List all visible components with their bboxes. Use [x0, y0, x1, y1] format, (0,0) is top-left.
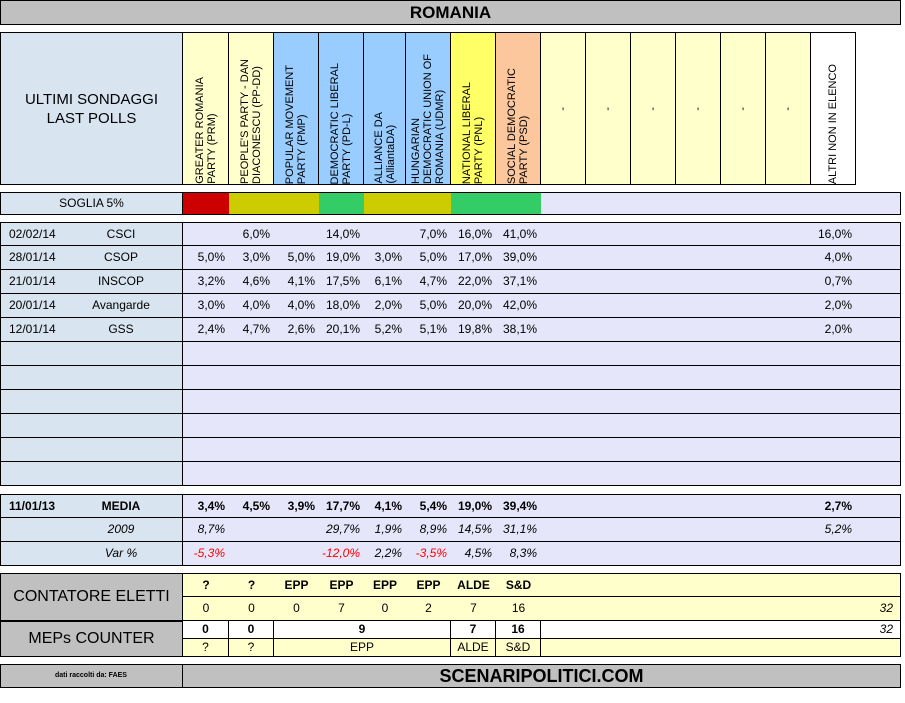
- party-header: [811, 32, 856, 185]
- value-cell: 2,6%: [287, 322, 315, 336]
- value-cell: 5,0%: [419, 250, 447, 264]
- seat-cell: 7: [338, 601, 345, 615]
- value-cell: 39,0%: [502, 250, 537, 264]
- value-cell: 39,4%: [502, 499, 537, 513]
- threshold-cell: [183, 192, 229, 215]
- seat-cell: 0: [293, 601, 300, 615]
- threshold-cell: [496, 192, 541, 215]
- value-cell: 5,0%: [287, 250, 315, 264]
- value-cell: 2,2%: [374, 546, 402, 560]
- party-name: DEMOCRATIC LIBERAL PARTY (PD-L): [329, 62, 353, 184]
- table-row: [183, 414, 901, 438]
- summary-row-label: [0, 542, 183, 566]
- value-cell: 2,0%: [374, 298, 402, 312]
- table-row: [183, 462, 901, 486]
- value-cell: 5,2%: [374, 322, 402, 336]
- poll-institute: Avangarde: [92, 298, 150, 312]
- table-row-label: [0, 246, 183, 270]
- site-banner: SCENARIPOLITICI.COM: [183, 664, 901, 688]
- value-cell: 5,1%: [419, 322, 447, 336]
- meps-seats-row: [183, 621, 901, 639]
- table-row: [183, 366, 901, 390]
- value-cell: 4,5%: [242, 499, 270, 513]
- value-cell: 20,1%: [325, 322, 360, 336]
- table-row-label: [0, 390, 183, 414]
- value-cell: 19,0%: [325, 250, 360, 264]
- table-row: [183, 390, 901, 414]
- summary-row-label: [0, 494, 183, 518]
- value-cell: 4,1%: [287, 274, 315, 288]
- value-cell: 2,4%: [197, 322, 225, 336]
- meps-block-group: ?: [183, 639, 229, 656]
- meps-total: 32: [879, 622, 893, 636]
- summary-row: [183, 518, 901, 542]
- summary-row: [183, 494, 901, 518]
- party-header: [541, 32, 586, 185]
- party-name: ALTRI NON IN ELENCO: [827, 63, 839, 184]
- party-name: PEOPLE'S PARTY - DAN DIACONESCU (PP-DD): [239, 59, 263, 184]
- summary-label: Var %: [104, 546, 138, 560]
- poll-date: 02/02/14: [9, 227, 56, 241]
- value-cell: 20,0%: [457, 298, 492, 312]
- poll-date: 21/01/14: [9, 274, 56, 288]
- media-date: 11/01/13: [9, 499, 56, 513]
- party-header: [274, 32, 319, 185]
- value-cell: 4,0%: [824, 250, 852, 264]
- value-cell: 8,3%: [509, 546, 537, 560]
- data-source-note: dati raccolti da: FAES: [0, 664, 183, 688]
- poll-institute: CSCI: [106, 227, 136, 241]
- party-name: -: [602, 106, 614, 111]
- value-cell: 2,0%: [824, 298, 852, 312]
- table-row-label: [0, 294, 183, 318]
- group-cell: ALDE: [457, 578, 490, 592]
- poll-institute: GSS: [108, 322, 134, 336]
- elected-groups-row: [183, 573, 901, 597]
- table-row: [183, 318, 901, 342]
- party-header: [451, 32, 496, 185]
- party-header: [496, 32, 541, 185]
- table-row-label: [0, 438, 183, 462]
- table-row-label: [0, 366, 183, 390]
- value-cell: 17,5%: [325, 274, 360, 288]
- value-cell: 8,9%: [419, 522, 447, 536]
- value-cell: 1,9%: [374, 522, 402, 536]
- value-cell: 4,1%: [374, 499, 402, 513]
- value-cell: 37,1%: [502, 274, 537, 288]
- table-row-label: [0, 318, 183, 342]
- value-cell: 0,7%: [824, 274, 852, 288]
- header-label: [0, 32, 183, 185]
- value-cell: 14,5%: [457, 522, 492, 536]
- value-cell: 7,0%: [419, 227, 447, 241]
- group-cell: S&D: [505, 578, 532, 592]
- table-row-label: [0, 222, 183, 246]
- meps-block-group: EPP: [274, 639, 451, 656]
- table-row-label: [0, 414, 183, 438]
- value-cell: 19,0%: [457, 499, 492, 513]
- header-line2: LAST POLLS: [46, 109, 137, 127]
- group-cell: EPP: [329, 578, 354, 592]
- value-cell: 4,0%: [242, 298, 270, 312]
- party-name: GREATER ROMANIA PARTY (PRM): [193, 77, 218, 184]
- page-title: ROMANIA: [0, 0, 901, 25]
- party-name: -: [647, 106, 659, 111]
- party-header: [586, 32, 631, 185]
- value-cell: 3,9%: [287, 499, 315, 513]
- meps-block-seats: 7: [451, 621, 496, 638]
- value-cell: 41,0%: [502, 227, 537, 241]
- value-cell: 3,4%: [197, 499, 225, 513]
- value-cell: 6,1%: [374, 274, 402, 288]
- party-header: [319, 32, 364, 185]
- meps-block-seats: 16: [496, 621, 541, 638]
- threshold-cell: [364, 192, 406, 215]
- threshold-label: SOGLIA 5%: [0, 192, 183, 215]
- threshold-cell: [274, 192, 319, 215]
- table-row: [183, 246, 901, 270]
- meps-block-seats: 9: [274, 621, 451, 638]
- summary-label: 2009: [107, 522, 135, 536]
- value-cell: 3,0%: [197, 298, 225, 312]
- value-cell: 19,8%: [457, 322, 492, 336]
- group-cell: EPP: [372, 578, 397, 592]
- seat-cell: 0: [202, 601, 210, 615]
- group-cell: ?: [247, 578, 256, 592]
- party-header: [406, 32, 451, 185]
- elected-counter-label: CONTATORE ELETTI: [0, 573, 183, 621]
- meps-counter-label: MEPs COUNTER: [0, 621, 183, 657]
- elected-seats-row: [183, 597, 901, 621]
- party-name: HUNGARIAN DEMOCRATIC UNION OF ROMANIA (UDMR): [410, 54, 446, 184]
- seat-cell: 0: [381, 601, 389, 615]
- value-cell: 5,0%: [197, 250, 225, 264]
- threshold-cell: [451, 192, 496, 215]
- value-cell: 17,7%: [325, 499, 360, 513]
- value-cell: 6,0%: [242, 227, 270, 241]
- value-cell: 4,0%: [287, 298, 315, 312]
- seat-cell: 0: [248, 601, 255, 615]
- table-row-label: [0, 342, 183, 366]
- value-cell: 4,7%: [242, 322, 270, 336]
- value-cell: 16,0%: [457, 227, 492, 241]
- summary-row: [183, 542, 901, 566]
- party-name: ALLIANCE DA (AlliantaDA): [372, 112, 397, 184]
- value-cell: 5,2%: [824, 522, 852, 536]
- meps-groups-row: [183, 639, 901, 657]
- party-name: POPULAR MOVEMENT PARTY (PMP): [284, 64, 308, 184]
- value-cell: 2,7%: [824, 499, 852, 513]
- meps-block-seats: 0: [183, 621, 229, 638]
- poll-date: 28/01/14: [9, 250, 56, 264]
- party-header: [183, 32, 229, 185]
- poll-institute: CSOP: [103, 250, 138, 264]
- table-row-label: [0, 462, 183, 486]
- value-cell: 22,0%: [457, 274, 492, 288]
- value-cell: 2,0%: [824, 322, 852, 336]
- value-cell: 4,5%: [464, 546, 492, 560]
- meps-block-group: ?: [229, 639, 274, 656]
- table-row: [183, 270, 901, 294]
- value-cell: 14,0%: [325, 227, 360, 241]
- value-cell: 29,7%: [325, 522, 360, 536]
- party-name: NATIONAL LIBERAL PARTY (PNL): [461, 81, 485, 184]
- party-header: [721, 32, 766, 185]
- summary-label: MEDIA: [101, 499, 141, 513]
- party-name: SOCIAL DEMOCRATIC PARTY (PSD): [506, 67, 530, 184]
- value-cell: 3,2%: [197, 274, 225, 288]
- value-cell: 3,0%: [242, 250, 270, 264]
- seat-cell: 7: [470, 601, 477, 615]
- header-line1: ULTIMI SONDAGGI: [24, 90, 159, 108]
- poll-date: 12/01/14: [9, 322, 56, 336]
- summary-row-label: [0, 518, 183, 542]
- party-header: [766, 32, 811, 185]
- table-row: [183, 438, 901, 462]
- table-row: [183, 342, 901, 366]
- table-row: [183, 222, 901, 246]
- party-header: [631, 32, 676, 185]
- seat-cell: 2: [425, 601, 432, 615]
- value-cell: 3,0%: [374, 250, 402, 264]
- value-cell: 8,7%: [197, 522, 225, 536]
- value-cell: 16,0%: [817, 227, 852, 241]
- value-cell: 4,6%: [242, 274, 270, 288]
- table-row-label: [0, 270, 183, 294]
- value-cell: -5,3%: [193, 546, 225, 560]
- table-row: [183, 294, 901, 318]
- meps-block-seats: 0: [229, 621, 274, 638]
- party-name: -: [692, 106, 704, 111]
- party-header: [229, 32, 274, 185]
- group-cell: EPP: [416, 578, 441, 592]
- party-header: [364, 32, 406, 185]
- value-cell: 42,0%: [502, 298, 537, 312]
- meps-block-group: ALDE: [451, 639, 496, 656]
- value-cell: 31,1%: [502, 522, 537, 536]
- elected-total: 32: [879, 601, 893, 615]
- meps-block-group: S&D: [496, 639, 541, 656]
- party-header: [676, 32, 721, 185]
- value-cell: -12,0%: [321, 546, 360, 560]
- party-name: -: [557, 106, 569, 111]
- value-cell: 18,0%: [325, 298, 360, 312]
- party-name: -: [782, 106, 794, 111]
- value-cell: 17,0%: [457, 250, 492, 264]
- seat-cell: 16: [511, 601, 526, 615]
- poll-institute: INSCOP: [97, 274, 144, 288]
- party-name: -: [737, 106, 749, 111]
- poll-date: 20/01/14: [9, 298, 56, 312]
- group-cell: ?: [202, 578, 210, 592]
- value-cell: 5,4%: [419, 499, 447, 513]
- threshold-empty: [541, 192, 901, 215]
- threshold-cell: [229, 192, 274, 215]
- group-cell: EPP: [284, 578, 309, 592]
- value-cell: 5,0%: [419, 298, 447, 312]
- value-cell: 38,1%: [502, 322, 537, 336]
- value-cell: -3,5%: [415, 546, 447, 560]
- value-cell: 4,7%: [419, 274, 447, 288]
- threshold-cell: [406, 192, 451, 215]
- threshold-cell: [319, 192, 364, 215]
